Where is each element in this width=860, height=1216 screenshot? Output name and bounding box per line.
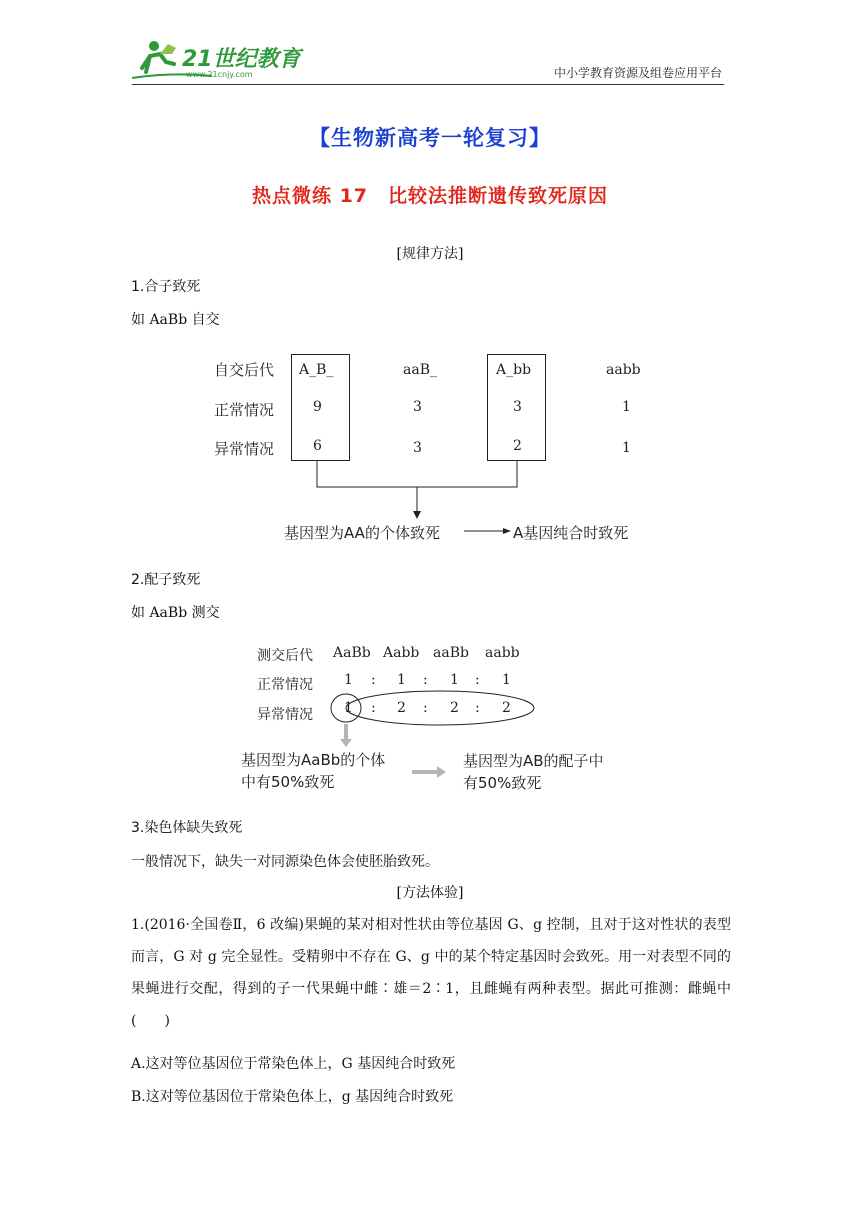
d2-separator: : [423,700,428,716]
section-label-practice: [方法体验] [396,885,464,901]
d2-normal-ratio: 1 [397,672,406,688]
d2-abnormal-ratio: 2 [397,700,406,716]
d2-conclusion-left-line2: 中有50%致死 [241,773,335,791]
page-title: 【生物新高考一轮复习】 [309,126,551,150]
d1-normal-ratio: 1 [622,399,631,415]
d1-genotype: aabb [606,362,641,378]
d2-abnormal-ratio: 2 [450,700,459,716]
d1-normal-ratio: 9 [313,399,322,415]
d2-normal-ratio: 1 [502,672,511,688]
item2-example: 如 AaBb 测交 [131,605,220,621]
d1-conclusion-right: A基因纯合时致死 [513,524,629,542]
d2-row-label: 异常情况 [257,707,313,723]
d1-genotype: A_bb [496,362,532,378]
d2-separator: : [423,672,428,688]
d2-separator: : [371,700,376,716]
d2-separator: : [475,700,480,716]
d2-separator: : [371,672,376,688]
item1-title: 1.合子致死 [131,279,201,295]
d2-normal-ratio: 1 [344,672,353,688]
d1-row-label: 正常情况 [214,401,275,419]
d2-abnormal-ratio: 1 [344,700,353,716]
item2-title: 2.配子致死 [131,572,201,588]
d1-normal-ratio: 3 [513,399,522,415]
page-subtitle: 热点微练 17 比较法推断遗传致死原因 [251,185,609,207]
d1-abnormal-ratio: 1 [622,440,631,456]
d2-genotype: AaBb [333,645,371,661]
item3-text: 一般情况下，缺失一对同源染色体会使胚胎致死。 [131,854,439,870]
d2-abnormal-ratio: 2 [502,700,511,716]
item3-title: 3.染色体缺失致死 [131,820,243,836]
d2-conclusion-left-line1: 基因型为AaBb的个体 [241,751,386,769]
d1-abnormal-ratio: 2 [513,438,522,454]
d2-row-label: 正常情况 [257,677,313,693]
logo-text: 21世纪教育 [182,47,301,72]
option-a: A.这对等位基因位于常染色体上，G 基因纯合时致死 [131,1056,456,1072]
d2-conclusion-right-line1: 基因型为AB的配子中 [463,752,604,770]
d1-normal-ratio: 3 [413,399,422,415]
header-tagline: 中小学教育资源及组卷应用平台 [553,66,722,80]
d1-conclusion-left: 基因型为AA的个体致死 [284,524,440,542]
option-b: B.这对等位基因位于常染色体上，g 基因纯合时致死 [131,1089,454,1105]
d2-genotype: Aabb [383,645,420,661]
d2-conclusion-right-line2: 有50%致死 [463,774,542,792]
d1-row-label: 异常情况 [214,440,275,458]
section-label-methods: [规律方法] [396,246,464,262]
d2-genotype: aabb [485,645,520,661]
d2-row-label: 测交后代 [257,648,313,664]
d1-abnormal-ratio: 6 [313,438,322,454]
d1-genotype: A_B_ [299,362,334,378]
d2-normal-ratio: 1 [450,672,459,688]
d2-separator: : [475,672,480,688]
d2-genotype: aaBb [433,645,469,661]
d1-genotype: aaB_ [403,362,437,378]
d1-abnormal-ratio: 3 [413,440,422,456]
logo-url: www.21cnjy.com [186,70,253,79]
item1-example: 如 AaBb 自交 [131,312,220,328]
question-stem: 1.(2016·全国卷Ⅱ，6 改编)果蝇的某对相对性状由等位基因 G、g 控制，且对于这对性状的表型而言，G 对 g 完全显性。受精卵中不存在 G、g 中的某个特定基因时会致死。用一对表型不同的果蝇进行交配，得到的子一代果蝇中雌∶雄＝2∶1，且雌蝇有两种表型。据此可推测：雌蝇中( ) [131,917,731,1029]
d1-row-label: 自交后代 [214,361,275,379]
